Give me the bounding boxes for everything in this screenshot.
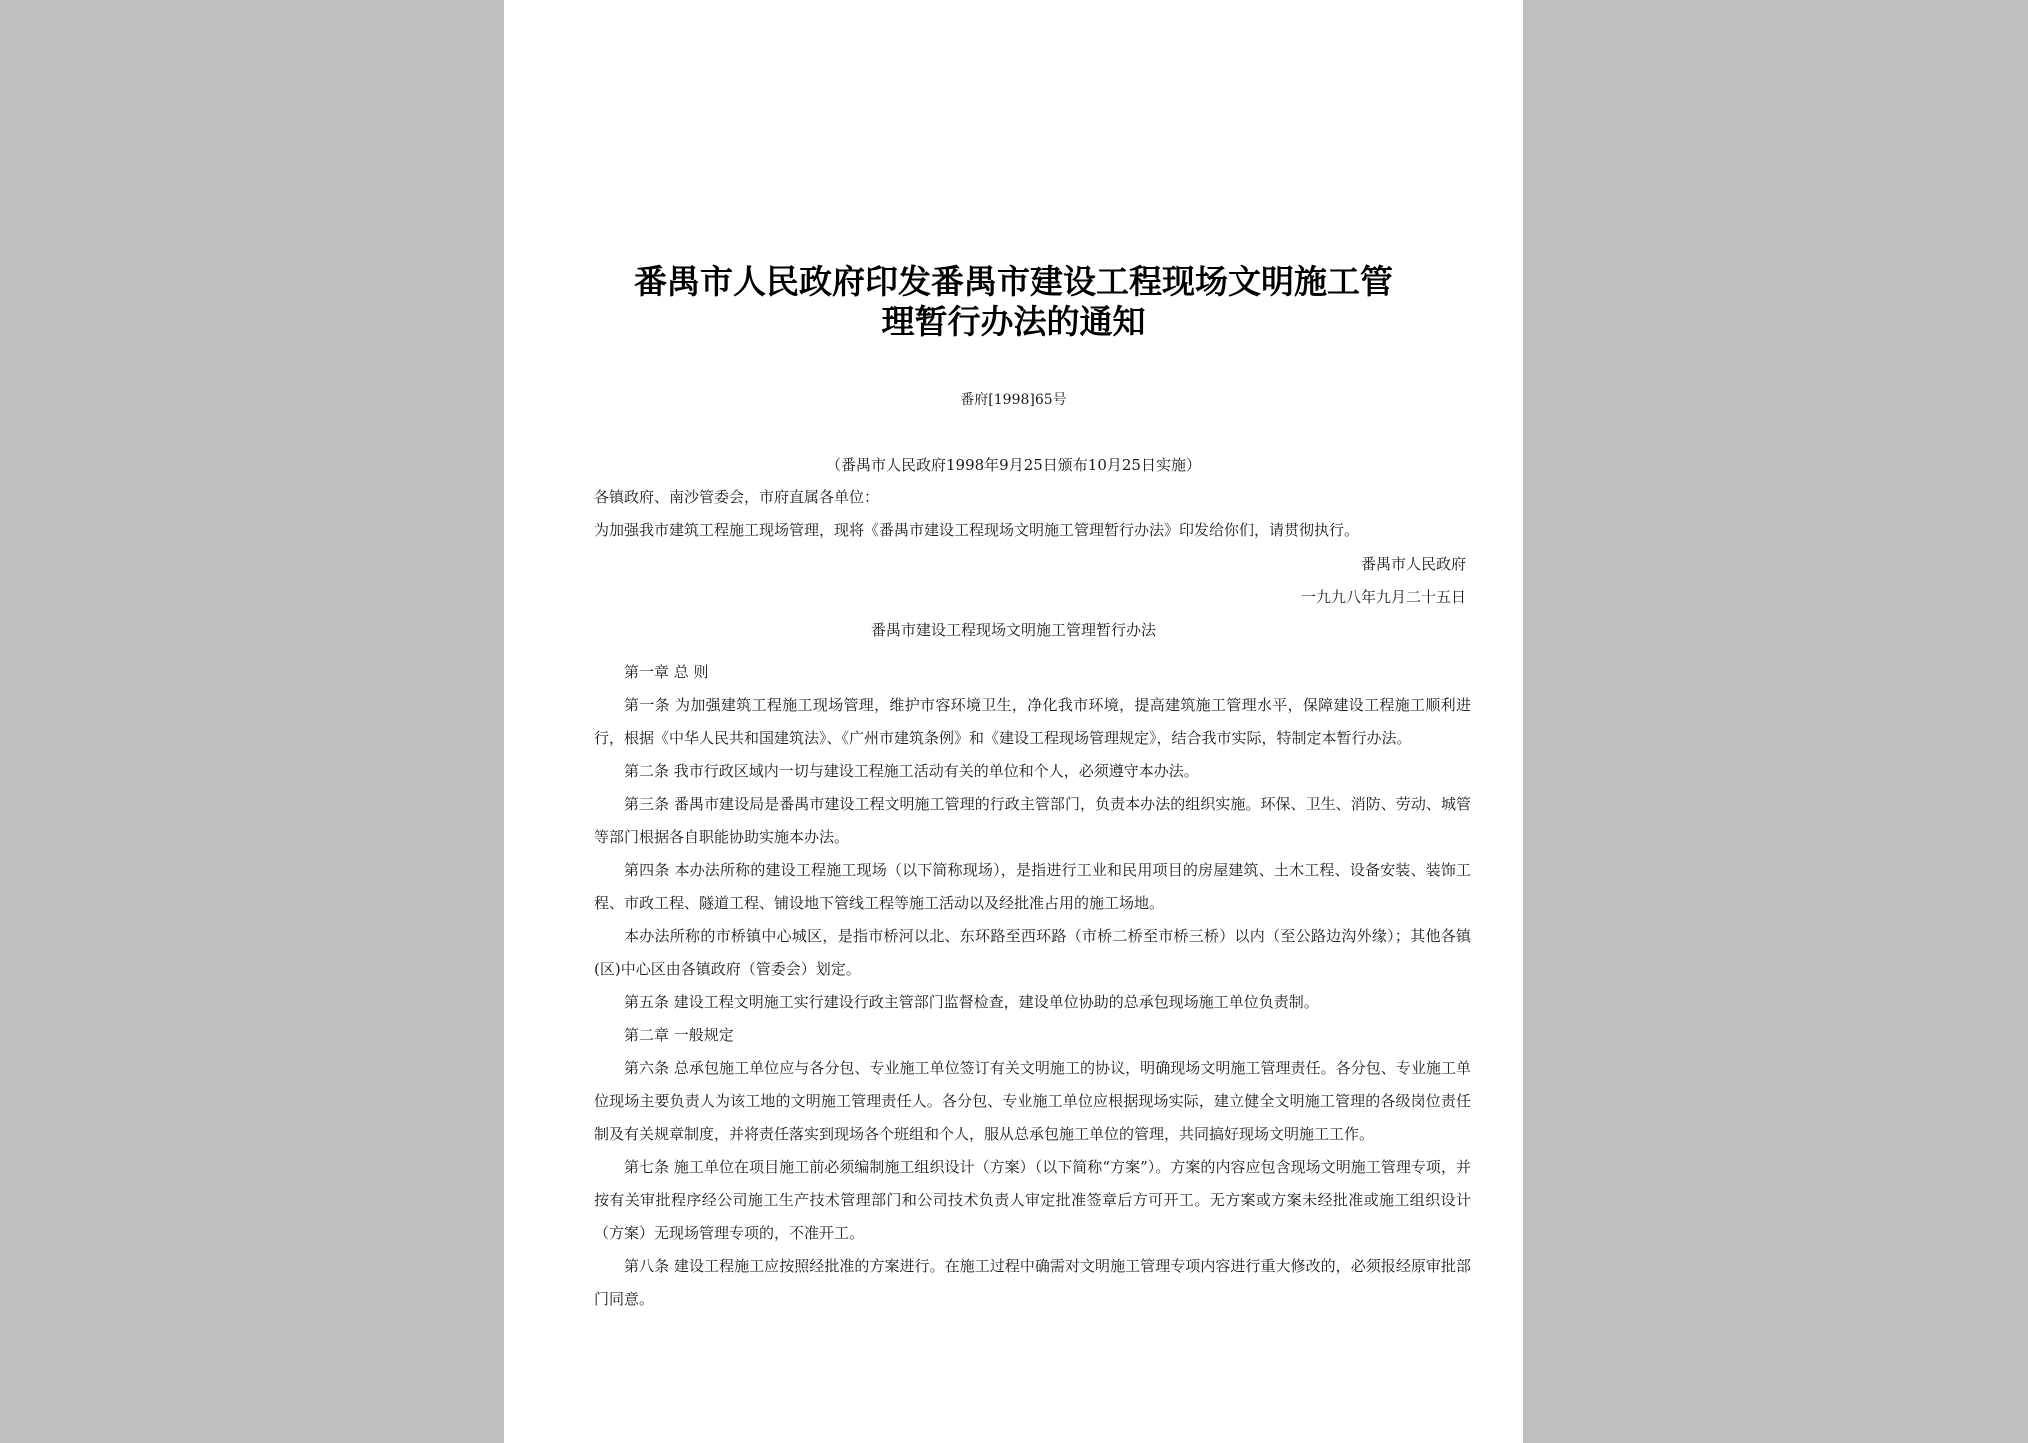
document-page — [504, 0, 1523, 1443]
article-6: 第六条 总承包施工单位应与各分包、专业施工单位签订有关文明施工的协议，明确现场文明施工管理责任。各分包、专业施工单位现场主要负责人为该工地的文明施工管理责任人。各分包、专业施工单位应根据现场实际，建立健全文明施工管理的各级岗位责任制及有关规章制度，并将责任落实到现场各个班组和个人，服从总承包施工单位的管理，共同搞好现场文明施工工作。 — [594, 1059, 1471, 1143]
article-5: 第五条 建设工程文明施工实行建设行政主管部门监督检查，建设单位协助的总承包现场施工单位负责制。 — [624, 993, 1319, 1011]
article-4: 第四条 本办法所称的建设工程施工现场（以下简称现场），是指进行工业和民用项目的房屋建筑、土木工程、设备安装、装饰工程、市政工程、隧道工程、铺设地下管线工程等施工活动以及经批准占用的施工场地。 — [594, 861, 1471, 912]
measures-title: 番禺市建设工程现场文明施工管理暂行办法 — [870, 621, 1156, 639]
issue-date: 一九九八年九月二十五日 — [1300, 588, 1466, 606]
document-number: 番府[1998]65号 — [960, 392, 1067, 408]
article-1: 第一条 为加强建筑工程施工现场管理，维护市容环境卫生，净化我市环境，提高建筑施工管理水平，保障建设工程施工顺利进行，根据《中华人民共和国建筑法》、《广州市建筑条例》和《建设工程现场管理规定》，结合我市实际，特制定本暂行办法。 — [594, 696, 1471, 747]
document-title — [600, 262, 1427, 342]
article-4-clause-2: 本办法所称的市桥镇中心城区，是指市桥河以北、东环路至西环路（市桥二桥至市桥三桥）以内（至公路边沟外缘）；其他各镇(区)中心区由各镇政府（管委会）划定。 — [594, 927, 1471, 978]
intro-paragraph: 为加强我市建筑工程施工现场管理，现将《番禺市建设工程现场文明施工管理暂行办法》印发给你们，请贯彻执行。 — [594, 521, 1360, 539]
chapter-2-heading: 第二章 一般规定 — [624, 1026, 734, 1044]
title-line-1: 番禺市人民政府印发番禺市建设工程现场文明施工管 — [634, 262, 1393, 301]
addressee: 各镇政府、南沙管委会，市府直属各单位： — [594, 488, 880, 506]
article-2: 第二条 我市行政区域内一切与建设工程施工活动有关的单位和个人，必须遵守本办法。 — [624, 762, 1199, 780]
chapter-1-heading: 第一章 总 则 — [624, 663, 709, 681]
article-3: 第三条 番禺市建设局是番禺市建设工程文明施工管理的行政主管部门，负责本办法的组织实施。环保、卫生、消防、劳动、城管等部门根据各自职能协助实施本办法。 — [594, 795, 1471, 846]
issuer: 番禺市人民政府 — [1360, 555, 1466, 573]
article-8: 第八条 建设工程施工应按照经批准的方案进行。在施工过程中确需对文明施工管理专项内容进行重大修改的，必须报经原审批部门同意。 — [594, 1257, 1471, 1308]
body-text — [594, 656, 1471, 1316]
title-line-2: 理暂行办法的通知 — [881, 302, 1146, 341]
issue-note: （番禺市人民政府1998年9月25日颁布10月25日实施） — [826, 456, 1201, 474]
article-7: 第七条 施工单位在项目施工前必须编制施工组织设计（方案）（以下简称“方案”）。方案的内容应包含现场文明施工管理专项，并按有关审批程序经公司施工生产技术管理部门和公司技术负责人审定批准签章后方可开工。无方案或方案未经批准或施工组织设计（方案）无现场管理专项的，不准开工。 — [594, 1158, 1471, 1242]
